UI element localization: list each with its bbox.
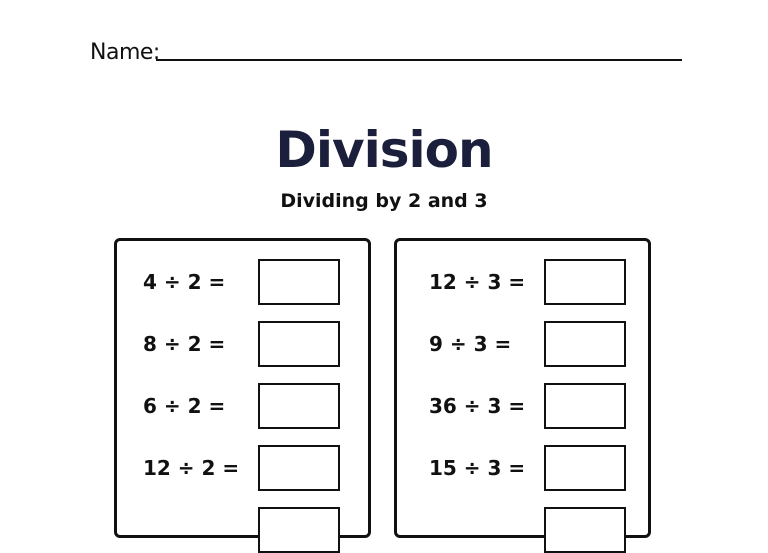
answer-box[interactable] [258, 445, 340, 491]
answer-box[interactable] [258, 507, 340, 553]
problem-row [397, 507, 648, 553]
answer-box[interactable] [258, 321, 340, 367]
problem-panel-left [114, 238, 371, 538]
problem-equation: 12 ÷ 3 = [429, 270, 526, 294]
problem-row [117, 383, 368, 429]
worksheet-subtitle: Dividing by 2 and 3 [280, 190, 488, 212]
problem-row [117, 321, 368, 367]
problem-equation: 36 ÷ 3 = [429, 394, 526, 418]
problem-row [117, 259, 368, 305]
name-field-line[interactable] [156, 59, 682, 61]
problem-row [117, 507, 368, 553]
problem-equation: 8 ÷ 2 = [143, 332, 226, 356]
problem-equation: 9 ÷ 3 = [429, 332, 512, 356]
problem-row [397, 445, 648, 491]
problem-equation: 4 ÷ 2 = [143, 270, 226, 294]
problem-equation: 15 ÷ 3 = [429, 456, 526, 480]
problem-panel-right [394, 238, 651, 538]
name-row [90, 40, 682, 66]
worksheet-title: Division [275, 121, 493, 179]
problem-row [397, 259, 648, 305]
answer-box[interactable] [544, 321, 626, 367]
answer-box[interactable] [544, 383, 626, 429]
problem-equation: 12 ÷ 2 = [143, 456, 240, 480]
answer-box[interactable] [544, 507, 626, 553]
problem-row [117, 445, 368, 491]
name-label: Name: [90, 40, 160, 65]
problem-row [397, 321, 648, 367]
answer-box[interactable] [544, 445, 626, 491]
answer-box[interactable] [258, 259, 340, 305]
answer-box[interactable] [544, 259, 626, 305]
answer-box[interactable] [258, 383, 340, 429]
problem-row [397, 383, 648, 429]
problem-equation: 6 ÷ 2 = [143, 394, 226, 418]
